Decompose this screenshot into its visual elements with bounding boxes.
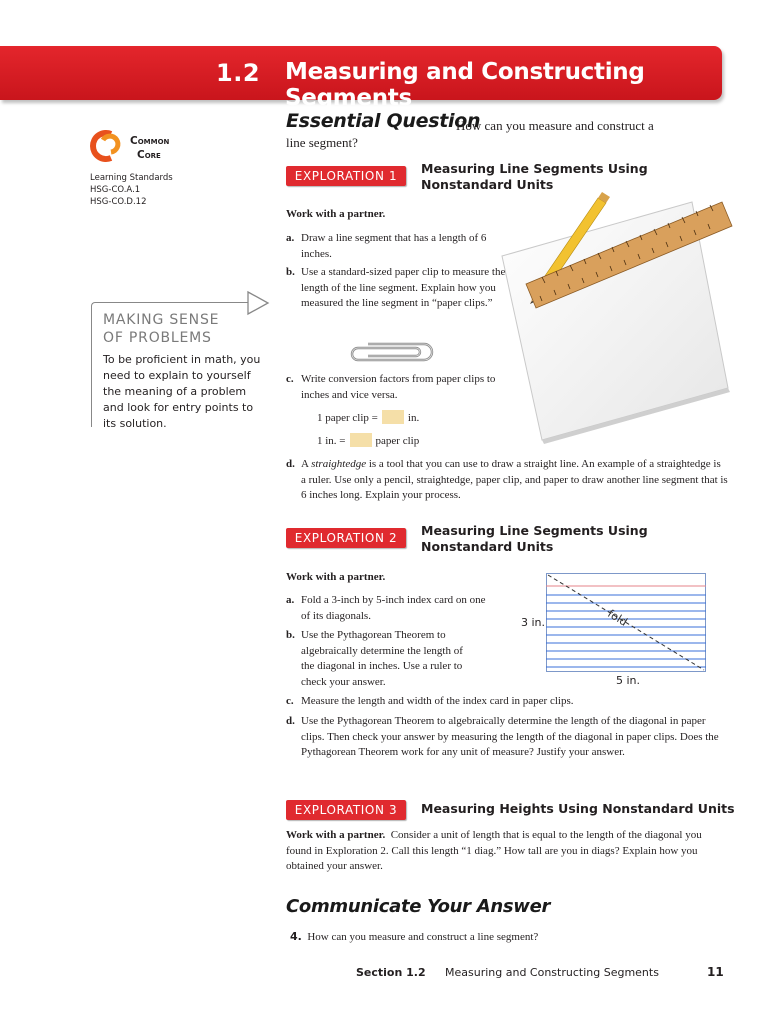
answer-box[interactable]	[350, 433, 372, 447]
common-core-logo-icon	[89, 128, 127, 164]
exploration-1-title-line2: Nonstandard Units	[421, 177, 554, 192]
standard-item: HSG-CO.A.1	[90, 185, 141, 195]
exploration-1-intro: Work with a partner.	[286, 208, 386, 220]
making-sense-text: To be proficient in math, you need to explain to yourself the meaning of a problem and look for entry points to its solution.	[103, 353, 261, 430]
item-label: d.	[286, 715, 295, 727]
exploration-1-item-c	[286, 372, 526, 403]
exploration-3-body: Consider a unit of length that is equal to the length of the diagonal you found in Exploration 2. Call this length “1 diag.” How tall are you in diags? Explain how you obtained your answer.	[286, 829, 702, 872]
exploration-2-intro: Work with a partner.	[286, 571, 386, 583]
item-label: d.	[286, 458, 295, 470]
answer-box[interactable]	[382, 410, 404, 424]
paper-ruler-pencil-illustration	[496, 192, 736, 452]
item-label: a.	[286, 594, 295, 606]
exploration-2-item-b	[286, 628, 464, 690]
section-number: 1.2	[216, 59, 261, 87]
exploration-1-item-a	[286, 231, 501, 262]
item-text: Use the Pythagorean Theorem to algebraically determine the length of the diagonal in paper clips. Then check your answer by measuring the length of the diagonal in paper clips. Does the Pythagorean Theorem work for any unit of measure? Justify your answer.	[301, 715, 719, 758]
exploration-1-tag: EXPLORATION 1	[286, 166, 406, 186]
fold-label: fold	[605, 607, 630, 629]
item-text: Measure the length and width of the index card in paper clips.	[301, 695, 574, 707]
exploration-2-title-line2: Nonstandard Units	[421, 539, 554, 554]
common-core-label-2: Core	[137, 149, 161, 161]
essential-question-text: How can you measure and construct a line segment?	[286, 118, 654, 150]
conversion-label: 1 paper clip =	[317, 412, 378, 424]
item-text: Draw a line segment that has a length of 6 inches.	[301, 232, 487, 260]
straightedge-term: straightedge	[311, 458, 367, 470]
exploration-3-intro: Work with a partner.	[286, 829, 386, 841]
conversion-label: 1 in. =	[317, 435, 346, 447]
item-text	[286, 457, 728, 504]
communicate-heading: Communicate Your Answer	[286, 896, 551, 917]
footer-title: Measuring and Constructing Segments	[445, 966, 659, 979]
item-label: c.	[286, 373, 294, 385]
conversion-unit: paper clip	[375, 435, 420, 447]
question-number: 4.	[290, 930, 302, 943]
exploration-3-tag: EXPLORATION 3	[286, 800, 406, 820]
exploration-2-tag: EXPLORATION 2	[286, 528, 406, 548]
conversion-row-1	[317, 410, 419, 427]
exploration-1-title-line1: Measuring Line Segments Using	[421, 161, 648, 176]
exploration-1-item-b	[286, 265, 506, 312]
item-text: Use a standard-sized paper clip to measure the length of the line segment. Explain how you measured the line segment in “paper clips.”	[301, 266, 506, 309]
conversion-unit: in.	[407, 412, 420, 424]
footer-section: Section 1.2	[356, 966, 426, 979]
item-label: b.	[286, 629, 295, 641]
exploration-2-item-d	[286, 714, 726, 761]
question-4	[290, 929, 538, 946]
exploration-2-item-c	[286, 694, 728, 710]
learning-standards-label: Learning Standards	[90, 173, 173, 183]
item-label: c.	[286, 695, 294, 707]
exploration-3-title: Measuring Heights Using Nonstandard Units	[421, 801, 735, 816]
card-width-label: 5 in.	[616, 674, 641, 687]
question-text: How can you measure and construct a line segment?	[307, 931, 539, 943]
essential-question-heading: Essential Question	[286, 110, 481, 132]
exploration-2-title-line1: Measuring Line Segments Using	[421, 523, 648, 538]
exploration-3-text	[286, 828, 706, 875]
exploration-1-item-d	[286, 457, 728, 504]
pointer-arrow-icon	[246, 290, 270, 316]
making-sense-title-2: OF PROBLEMS	[103, 330, 212, 346]
common-core-label-1: Common	[130, 135, 170, 147]
paper-clip-icon	[346, 340, 436, 364]
item-text-post: is a tool that you can use to draw a straight line. An example of a straightedge is a ruler. Use only a pencil, straightedge, paper clip, and paper to draw another line segment that is 6 inches long. Explain your process.	[301, 458, 728, 501]
item-label: b.	[286, 266, 295, 278]
item-text: Fold a 3-inch by 5-inch index card on one of its diagonals.	[301, 594, 486, 622]
item-text-pre: A	[301, 458, 312, 470]
making-sense-title-1: MAKING SENSE	[103, 312, 220, 328]
item-label: a.	[286, 232, 295, 244]
item-text: Write conversion factors from paper clips to inches and vice versa.	[301, 373, 496, 401]
conversion-row-2	[317, 433, 419, 450]
section-title: Measuring and Constructing Segments	[285, 59, 645, 111]
exploration-2-item-a	[286, 593, 486, 624]
page-number: 11	[707, 965, 724, 979]
standard-item: HSG-CO.D.12	[90, 197, 147, 207]
item-text: Use the Pythagorean Theorem to algebraically determine the length of the diagonal in inches. Use a ruler to check your answer.	[301, 629, 463, 688]
card-height-label: 3 in.	[521, 616, 546, 629]
